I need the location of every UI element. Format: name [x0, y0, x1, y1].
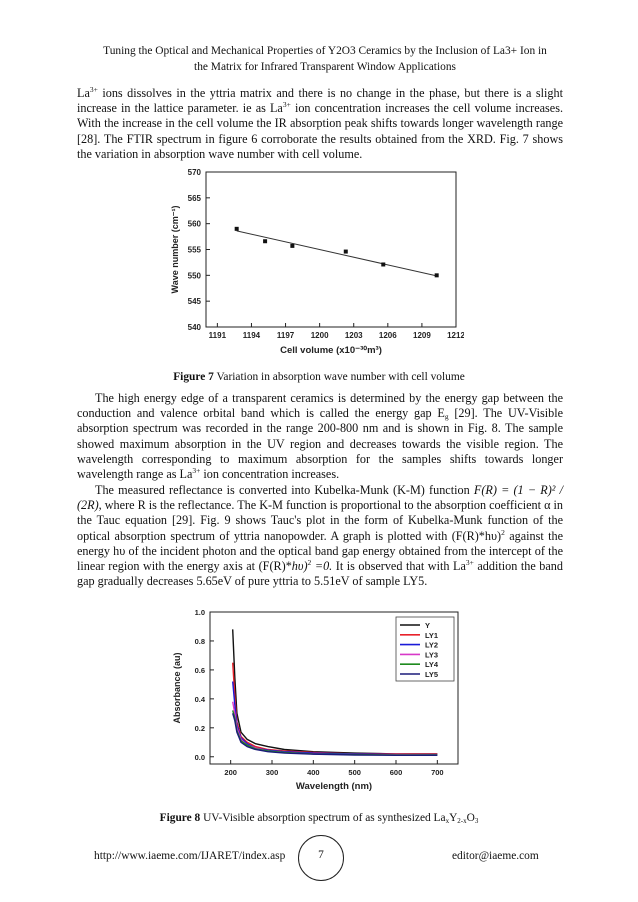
km-formula: F(R) = (1 − R)² / (2R)	[77, 483, 563, 513]
caption-label: Figure 7	[173, 371, 214, 383]
para3-text: The measured reflectance is converted into Kubelka-Munk (K-M) function	[95, 483, 474, 497]
fit-line	[237, 231, 437, 276]
legend-label: LY2	[425, 640, 439, 650]
subscript: 3	[474, 817, 479, 825]
x-tick-label: 300	[265, 768, 279, 777]
superscript: 2	[307, 558, 312, 568]
running-header-line-2: the Matrix for Infrared Transparent Window Applications	[194, 61, 456, 73]
para3-text: It is observed that with La	[332, 559, 466, 574]
para3-text: against the energy hυ of the incident photon and the optical band gap energy obtained from the intercept of the linear region with the energy axis at (F(R)*	[77, 528, 563, 574]
y-tick-label: 540	[187, 323, 201, 332]
legend-label: LY1	[425, 630, 439, 640]
para2-text: The high energy edge of a transparent ceramics is determined by the energy gap between the conduction and valence orbital band which is called the energy gap E	[77, 391, 563, 421]
series-line-ly2	[233, 682, 438, 755]
data-point	[290, 244, 294, 248]
x-tick-label: 1209	[413, 331, 431, 340]
x-tick-label: 1206	[378, 331, 397, 340]
footer-url[interactable]: http://www.iaeme.com/IJARET/index.asp	[94, 850, 286, 862]
superscript: 3+	[192, 466, 201, 476]
data-point	[381, 262, 385, 266]
paragraph-3	[77, 483, 563, 589]
x-tick-label: 600	[389, 768, 403, 777]
x-tick-label: 200	[224, 768, 237, 777]
x-tick-label: 1197	[276, 331, 295, 340]
superscript: 3+	[89, 85, 98, 94]
legend-label: Y	[425, 621, 431, 630]
x-tick-label: 1212	[447, 331, 464, 340]
x-tick-label: 500	[348, 768, 361, 777]
figure-8	[160, 606, 470, 796]
x-tick-label: 1203	[344, 331, 363, 340]
caption-text: Variation in absorption wave number with cell volume	[213, 371, 465, 383]
running-header	[70, 43, 580, 75]
caption-text: UV-Visible absorption spectrum of as synthesized La	[200, 812, 446, 824]
para2-text: [29]. The UV-Visible absorption spectrum was recorded in the range 200-800 nm and is shown in Fig. 8. The sample showed maximum absorption in the UV region and decreases towards the visible region. The wavelength corresponding to maximum absorption for the samples shifts towards longer wavelength range as La	[77, 406, 564, 482]
subscript: g	[444, 412, 449, 422]
x-tick-label: 1194	[242, 331, 261, 340]
subscript: 2-x	[457, 817, 467, 825]
plot-frame	[206, 172, 456, 327]
figure-8-chart	[160, 606, 470, 796]
paragraph-1	[77, 86, 563, 162]
para1-text: ion concentration increases the cell volume increases. With the increase in the cell volume the IR absorption peak shifts towards longer wavelength range [28]. The FTIR spectrum in figure 6 corroborate the results obtained from the XRD. Fig. 7 shows the variation in absorption wave number with cell volume.	[77, 101, 563, 161]
x-tick-label: 1200	[310, 331, 329, 340]
y-tick-label: 560	[187, 219, 201, 229]
y-axis-label: Wave number (cm⁻¹)	[170, 205, 180, 294]
para1-text: La	[77, 86, 90, 100]
page-number: 7	[318, 849, 324, 861]
legend-label: LY4	[425, 660, 439, 670]
y-tick-label: 550	[187, 271, 201, 281]
superscript: 3+	[465, 558, 474, 568]
y-tick-label: 565	[187, 193, 201, 203]
figure-8-caption	[0, 812, 638, 824]
running-header-line-1: Tuning the Optical and Mechanical Properties of Y2O3 Ceramics by the Inclusion of La3+ Ion in	[103, 45, 547, 57]
y-tick-label: 555	[187, 245, 201, 255]
figure-7-chart	[164, 164, 464, 364]
y-tick-label: 0.2	[194, 723, 205, 733]
y-tick-label: 0.8	[194, 636, 205, 646]
para3-text: , where R is the reflectance. The K-M function is proportional to the absorption coefficient α in the Tauc equation [29]. Fig. 9 shows Tauc's plot in the form of Kubelka-Munk function of the optical absorption spectrum of yttria nanopowder. A graph is plotted with (F(R)*hυ)	[77, 498, 563, 543]
figure-7-caption	[0, 371, 638, 383]
y-tick-label: 0.4	[194, 694, 205, 704]
series-line-ly3	[233, 702, 438, 755]
x-tick-label: 700	[431, 768, 444, 777]
caption-label: Figure 8	[159, 812, 201, 824]
superscript: 2	[501, 527, 505, 537]
caption-text: O	[466, 812, 475, 824]
x-axis-label: Cell volume (x10⁻³⁰m³)	[280, 345, 382, 356]
legend-label: LY3	[425, 650, 439, 660]
para3-italic: =0.	[311, 559, 333, 574]
data-point	[263, 239, 267, 243]
x-axis-label: Wavelength (nm)	[295, 781, 373, 792]
x-tick-label: 1191	[208, 331, 227, 340]
y-tick-label: 0.0	[194, 752, 205, 762]
footer-email[interactable]: editor@iaeme.com	[452, 850, 539, 862]
figure-7	[164, 164, 464, 364]
para3-italic: hυ)	[291, 559, 308, 574]
y-tick-label: 1.0	[194, 608, 205, 617]
subscript: x	[445, 817, 450, 825]
para3-text: addition the band gap gradually decreases 5.65eV of pure yttria to 5.51eV of sample LY5.	[77, 559, 563, 589]
data-point	[235, 227, 239, 231]
caption-text: Y	[449, 812, 458, 824]
y-tick-label: 570	[187, 168, 201, 177]
y-axis-label: Absorbance (au)	[172, 652, 182, 724]
legend-label: LY5	[425, 670, 439, 679]
paragraph-2	[77, 391, 563, 482]
superscript: 3+	[282, 100, 291, 110]
y-tick-label: 0.6	[194, 665, 205, 675]
para1-text: ions dissolves in the yttria matrix and there is no change in the phase, but there is a slight increase in the lattice parameter. ie as La	[77, 86, 563, 116]
data-point	[435, 273, 439, 277]
x-tick-label: 400	[307, 768, 320, 777]
y-tick-label: 545	[187, 297, 201, 307]
para2-text: ion concentration increases.	[200, 467, 340, 482]
data-point	[344, 250, 348, 254]
